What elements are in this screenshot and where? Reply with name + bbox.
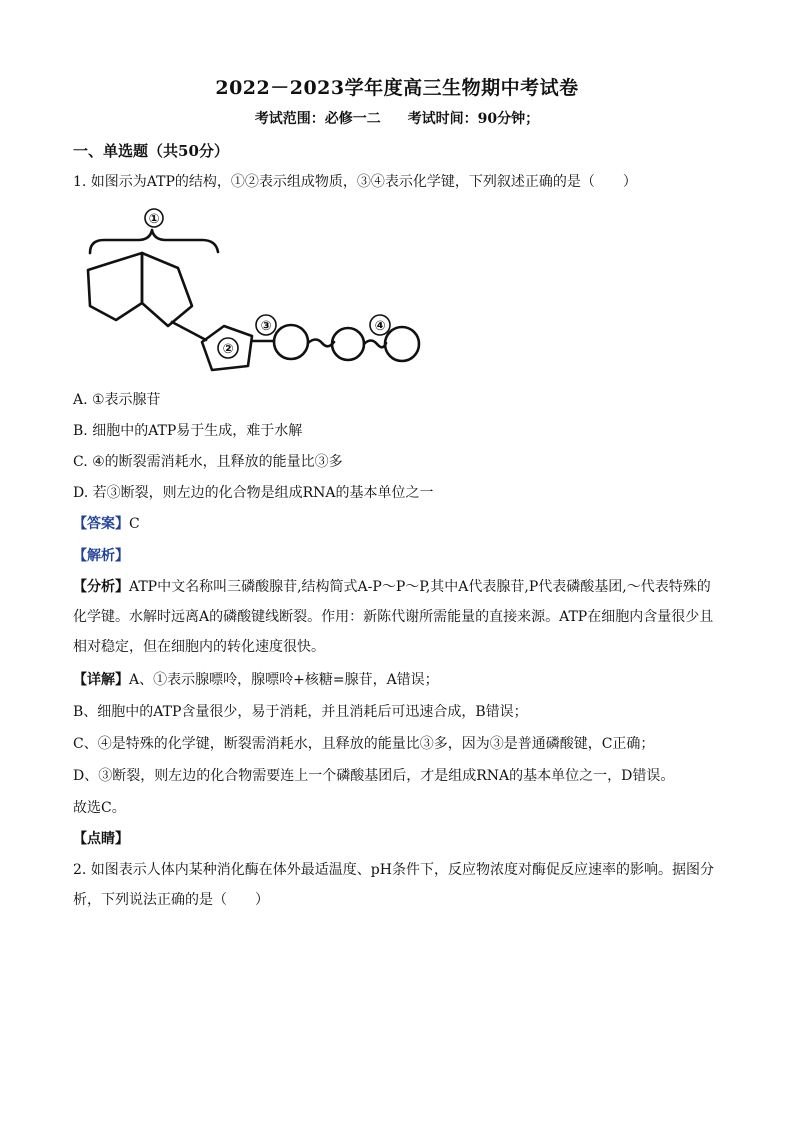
xiangjie-tag: 【详解】 [73, 672, 129, 688]
answer-tag: 【答案】 [73, 516, 129, 532]
detail-b: B、细胞中的ATP含量很少，易于消耗，并且消耗后可迅速合成，B错误； [73, 704, 528, 720]
option-b: B. 细胞中的ATP易于生成，难于水解 [73, 423, 303, 439]
detail-line-1 [73, 670, 439, 690]
answer-value: C [129, 516, 140, 532]
glycosidic-link [172, 322, 206, 340]
diagram-label-4: ④ [374, 319, 386, 334]
conclusion: 故选C。 [73, 800, 126, 816]
detail-a: A、①表示腺嘌呤，腺嘌呤+核糖=腺苷，A错误； [129, 672, 439, 688]
exam-time: 考试时间：90分钟； [407, 111, 540, 127]
detail-c: C、④是特殊的化学键，断裂需消耗水，且释放的能量比③多，因为③是普通磷酸键，C正确； [73, 736, 655, 752]
exam-scope: 考试范围：必修一二 [254, 111, 381, 127]
section-heading: 一、单选题（共50分） [73, 142, 229, 160]
answer-line [73, 514, 140, 534]
exam-info [0, 108, 794, 128]
phosphate-circle-2 [332, 328, 364, 360]
bond-4-wave-1 [308, 340, 334, 347]
fenxi-text: ATP中文名称叫三磷酸腺苷,结构简式A-P～P～P,其中A代表腺苷,P代表磷酸基团,～代表特殊的化学键。水解时远离A的磷酸键线断裂。作用：新陈代谢所需能量的直接来源。ATP在细胞内含量很少且相对稳定，但在细胞内的转化速度很快。 [73, 579, 714, 655]
bond-4-wave-2 [364, 341, 386, 348]
pentagon-ring [142, 253, 192, 326]
question-2-stem-line-1: 2. 如图表示人体内某种消化酶在体外最适温度、pH条件下，反应物浓度对酶促反应速率的影响。据图分 [73, 862, 714, 878]
option-d: D. 若③断裂，则左边的化合物是组成RNA的基本单位之一 [73, 485, 434, 501]
page-title: 2022－2023学年度高三生物期中考试卷 [215, 77, 579, 99]
hexagon-ring [88, 253, 142, 320]
dianjing-tag: 【点睛】 [73, 831, 129, 847]
option-a: A. ①表示腺苷 [73, 392, 161, 408]
option-c: C. ④的断裂需消耗水，且释放的能量比③多 [73, 454, 343, 470]
detail-d: D、③断裂，则左边的化合物需要连上一个磷酸基团后，才是组成RNA的基本单位之一，D错误。 [73, 768, 675, 784]
phosphate-circle-3 [385, 327, 419, 361]
fenxi-tag: 【分析】 [73, 579, 129, 595]
atp-structure-diagram [80, 208, 440, 380]
question-1-stem: 1. 如图示为ATP的结构，①②表示组成物质，③④表示化学键，下列叙述正确的是（ ） [73, 174, 637, 190]
phosphate-circle-1 [274, 325, 308, 359]
diagram-label-3: ③ [260, 319, 272, 334]
brace [90, 230, 218, 253]
diagram-label-1: ① [148, 212, 160, 227]
question-2-stem-line-2: 析，下列说法正确的是（ ） [73, 892, 269, 908]
fenxi-paragraph [73, 572, 723, 662]
diagram-label-2: ② [222, 342, 234, 357]
analysis-tag: 【解析】 [73, 548, 129, 564]
